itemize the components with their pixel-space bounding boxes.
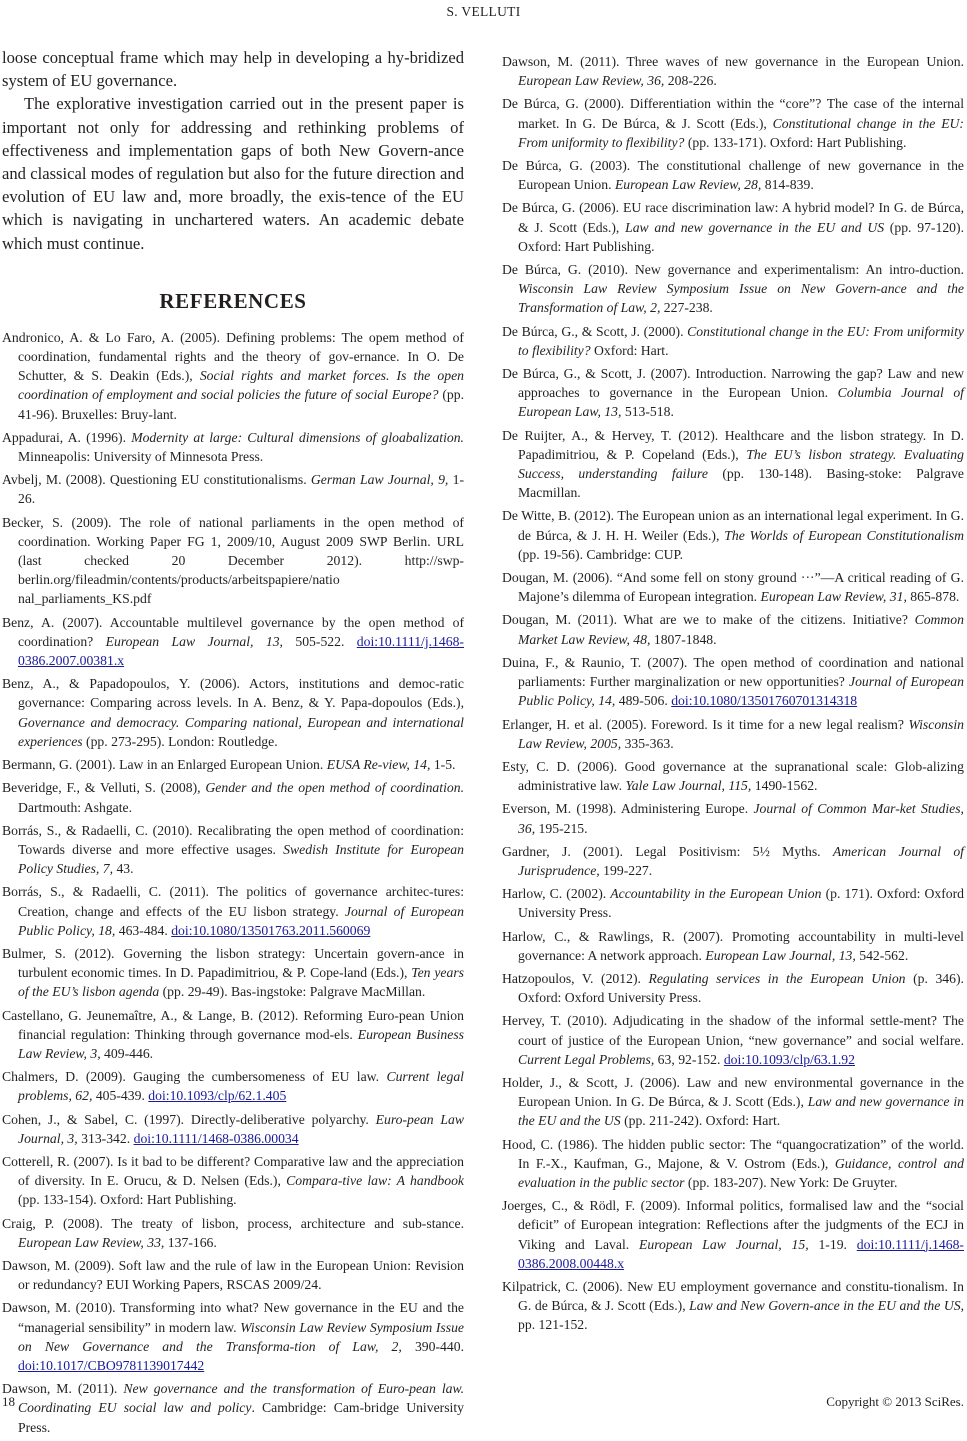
doi-link[interactable]: doi:10.1080/13501760701314318 (671, 693, 858, 709)
reference-entry (502, 1011, 964, 1069)
reference-text: Bermann, G. (2001). Law in an Enlarged European Union. (2, 757, 327, 773)
reference-text: Avbelj, M. (2008). Questioning EU constitutionalisms. (2, 472, 311, 488)
reference-italic-text: Modernity at large: Cultural dimensions of gloabalization. (131, 429, 464, 445)
reference-italic-text: New governance and the transformation of Euro-pean law. Coordinating EU social law and policy (18, 1381, 465, 1416)
reference-italic-text: European Law Review, 33, (18, 1234, 165, 1250)
reference-text: 63, 92-152. (654, 1051, 724, 1067)
reference-text: 335-363. (621, 735, 674, 751)
reference-italic-text: Yale Law Journal, 115, (625, 778, 752, 794)
reference-text: (pp. 211-242). Oxford: Hart. (620, 1113, 781, 1129)
references-heading: REFERENCES (159, 288, 307, 313)
reference-text: 489-506. (615, 693, 672, 709)
reference-entry (2, 755, 464, 774)
reference-text: 513-518. (621, 404, 674, 420)
reference-entry (502, 260, 964, 318)
reference-text: (pp. 273-295). London: Routledge. (82, 733, 278, 749)
reference-italic-text: Swedish Institute for European Policy Studies, 7, (18, 841, 464, 877)
reference-entry (502, 426, 964, 503)
right-column (502, 52, 964, 1339)
reference-text: De Búrca, G. (2006). EU race discrimination law: A hybrid model? In G. de Búrca, & J. Scott (Eds.), (502, 200, 964, 235)
reference-text: (pp. 29-49). Bas-ingstoke: Palgrave MacMillan. (159, 984, 426, 1000)
reference-text: Joerges, C., & Rödl, F. (2009). Informal politics, formalised law and the “social deficit” of European integration: Reflections after the judgments of the ECJ in Viking and Laval. (502, 1198, 964, 1252)
reference-entry (502, 94, 964, 152)
reference-entry (502, 927, 964, 965)
reference-entry (2, 328, 464, 424)
reference-text: Gardner, J. (2001). Legal Positivism: 5½ Myths. (502, 843, 833, 859)
reference-italic-text: American Journal of Jurisprudence, (518, 843, 964, 878)
reference-italic-text: Social rights and market forces. Is the open coordination of employment and social policies the future of social Europe? (18, 368, 464, 403)
doi-link[interactable]: doi:10.1017/CBO9781139017442 (18, 1357, 205, 1373)
reference-italic-text: Common Market Law Review, 48, (518, 612, 964, 647)
reference-italic-text: European Law Review, 36, (518, 73, 665, 89)
reference-entry (502, 322, 964, 360)
reference-entry (2, 778, 464, 816)
reference-entry (2, 1214, 464, 1252)
reference-text: De Búrca, G. (2010). New governance and experimentalism: An intro-duction. (502, 262, 964, 278)
reference-text: (p. 171). Oxford: Oxford University Press. (518, 886, 964, 921)
reference-text: De Búrca, G., & Scott, J. (2007). Introduction. Narrowing the gap? Law and new approaches to governance in the European Union. (502, 366, 964, 401)
body-paragraph: The explorative investigation carried out in the present paper is important not only for addressing and rethinking problems of effectiveness and implementation gaps of both New Govern-ance and classical modes of regulation but also for the future direction and evolution of EU law and, more broadly, the exis-tence of the EU which is navigating in unchartered waters. An academic debate which must continue. (2, 94, 464, 253)
reference-italic-text: The Worlds of European Constitutionalism (724, 527, 964, 543)
reference-entry (502, 198, 964, 256)
reference-italic-text: Constitutional change in the EU: From uniformity to flexibility? (518, 115, 964, 150)
reference-text: 814-839. (761, 177, 814, 193)
reference-text: Dawson, M. (2009). Soft law and the rule of law in the European Union: Revision or redundancy? EUI Working Papers, RSCAS 2009/24. (2, 1257, 464, 1293)
reference-text: Dougan, M. (2011). What are we to make of the citizens. Initiative? (502, 612, 915, 628)
reference-italic-text: Journal of Common Mar-ket Studies, 36, (518, 801, 964, 836)
reference-list-left (2, 328, 464, 1437)
reference-italic-text: Wisconsin Law Review Symposium Issue on New Govern-ance and the Transformation of Law, 2, (518, 281, 964, 316)
reference-entry (2, 428, 464, 466)
reference-text: Kilpatrick, C. (2006). New EU employment governance and constitu-tionalism. In G. de Búrca, & J. Scott (Eds.), (502, 1278, 964, 1314)
reference-text: 1-5. (430, 757, 456, 773)
reference-text: (pp. 133-154). Oxford: Hart Publishing. (18, 1192, 237, 1208)
reference-italic-text: Law and new governance in the EU and US (625, 219, 885, 235)
reference-entry (502, 52, 964, 90)
reference-entry (2, 674, 464, 751)
reference-entry (502, 610, 964, 648)
reference-italic-text: Journal of European Public Policy, 18, (18, 903, 464, 938)
reference-text: Chalmers, D. (2009). Gauging the cumbersomeness of EU law. (2, 1069, 387, 1085)
reference-italic-text: Regulating services in the European Union (648, 970, 906, 986)
reference-text: 405-439. (92, 1088, 149, 1104)
reference-text: 1-26. (18, 472, 464, 507)
reference-text: Everson, M. (1998). Administering Europe. (502, 801, 754, 817)
reference-entry (2, 944, 464, 1002)
reference-italic-text: European Law Journal, 13, (705, 947, 856, 963)
reference-text: Beveridge, F., & Velluti, S. (2008), (2, 780, 206, 796)
reference-italic-text: Compara-tive law: A handbook (286, 1173, 464, 1189)
reference-entry (2, 882, 464, 940)
reference-text: Cotterell, R. (2007). Is it bad to be different? Comparative law and the appreciation of diversity. In E. Orucu, & D. Nelsen (Eds.), (2, 1153, 464, 1189)
reference-text: De Ruijter, A., & Hervey, T. (2012). Healthcare and the lisbon strategy. In D. Papadimitriou, & P. Copeland (Eds.), (502, 427, 964, 462)
reference-entry (2, 1152, 464, 1210)
reference-text: Bulmer, S. (2012). Governing the lisbon strategy: Uncertain govern-ance in turbulent economic times. In D. Papadimitriou, & P. Cope-land (Eds.), (2, 945, 464, 981)
reference-italic-text: European Law Journal, 15, (639, 1236, 809, 1252)
reference-text: Benz, A. (2007). Accountable multilevel governance by the open method of coordination? (2, 614, 464, 649)
page-number: 18 (2, 1394, 15, 1409)
doi-link[interactable]: doi:10.1111/j.1468-0386.2007.00381.x (18, 633, 464, 669)
reference-text: . Cambridge: Cam-bridge University Press. (18, 1400, 464, 1435)
reference-text: Harlow, C., & Rawlings, R. (2007). Promoting accountability in multi-level governance: A network approach. (502, 928, 964, 963)
reference-text: Craig, P. (2008). The treaty of lisbon, process, architecture and sub-stance. (2, 1215, 464, 1231)
reference-entry (502, 884, 964, 922)
reference-entry (2, 1067, 464, 1105)
doi-link[interactable]: doi:10.1093/clp/63.1.92 (723, 1051, 855, 1067)
reference-text: Borrás, S., & Radaelli, C. (2010). Recalibrating the open method of coordination: Towards diverse and more effective usages. (2, 822, 464, 857)
reference-italic-text: The EU’s lisbon strategy. Evaluating Success, understanding failure (518, 446, 964, 482)
copyright-notice: Copyright © 2013 SciRes. (826, 1394, 964, 1409)
reference-text: Becker, S. (2009). The role of national parliaments in the open method of coordination. Working Paper FG 1, 2009/10, August 2009 SWP Berlin. URL (last checked 20 December 2012). http://swp-berlin.org/fileadmin/contents/products/arbeitspapiere/natio nal_parliaments_KS.pdf (2, 514, 464, 607)
reference-entry (2, 513, 464, 609)
reference-text: 505-522. (282, 633, 357, 649)
reference-entry (502, 969, 964, 1007)
reference-text: Hervey, T. (2010). Adjudicating in the shadow of the informal settle-ment? The court of justice of the European Union, “new governance” and social welfare. (502, 1013, 964, 1048)
reference-entry (2, 470, 464, 508)
reference-text: Dawson, M. (2011). (2, 1381, 124, 1397)
reference-entry (502, 364, 964, 422)
reference-text: Esty, C. D. (2006). Good governance at the supranational scale: Glob-alizing administrative law. (502, 758, 964, 794)
reference-entry (2, 1006, 464, 1064)
reference-italic-text: Guidance, control and evaluation in the public sector (518, 1155, 964, 1190)
reference-italic-text: Current Legal Problems, (518, 1051, 655, 1067)
reference-text: Dartmouth: Ashgate. (18, 799, 133, 815)
reference-entry (502, 1277, 964, 1335)
reference-italic-text: Constitutional change in the EU: From uniformity to flexibility? (518, 323, 964, 358)
reference-text: 227-238. (660, 300, 713, 316)
reference-text: 1807-1848. (650, 631, 717, 647)
reference-text: , pp. 121-152. (518, 1298, 964, 1333)
reference-italic-text: Law and New Govern-ance in the EU and the US (689, 1298, 961, 1314)
reference-italic-text: Wisconsin Law Review Symposium Issue on New Governance and the Transforma-tion of Law, 2, (18, 1319, 464, 1354)
reference-text: Holder, J., & Scott, J. (2006). Law and new environmental governance in the European Union. In G. De Búrca, & J. Scott (Eds.), (502, 1074, 964, 1110)
reference-entry (502, 1196, 964, 1273)
reference-text: Dawson, M. (2011). Three waves of new governance in the European Union. (502, 54, 964, 69)
reference-text: Harlow, C. (2002). (502, 886, 611, 902)
reference-entry (502, 568, 964, 606)
reference-text: 390-440. (401, 1338, 464, 1354)
reference-text: De Witte, B. (2012). The European union as an international legal experiment. In G. de Búrca, & J. H. H. Weiler (Eds.), (502, 508, 964, 543)
reference-text: Hatzopoulos, V. (2012). (502, 970, 649, 986)
reference-italic-text: European Law Journal, 13, (105, 633, 283, 649)
reference-entry (502, 799, 964, 837)
doi-link[interactable]: doi:10.1093/clp/62.1.405 (148, 1088, 287, 1104)
left-column (2, 46, 464, 1441)
running-head: S. VELLUTI (446, 4, 521, 19)
reference-italic-text: EUSA Re-view, 14, (326, 757, 431, 773)
reference-italic-text: German Law Journal, 9, (310, 472, 449, 488)
reference-italic-text: Ten years of the EU’s lisbon agenda (18, 965, 464, 1000)
reference-italic-text: European Law Review, 28, (614, 177, 762, 193)
reference-text: 1-19. (808, 1236, 857, 1252)
reference-text: Minneapolis: University of Minnesota Press. (18, 449, 264, 465)
reference-italic-text: Current legal problems, 62, (18, 1069, 464, 1104)
reference-entry (2, 1379, 464, 1437)
reference-italic-text: European Business Law Review, 3, (18, 1026, 464, 1061)
reference-text: 313-342. (77, 1130, 134, 1146)
reference-entry (502, 757, 964, 795)
reference-text: 199-227. (599, 862, 653, 878)
reference-text: 542-562. (855, 947, 909, 963)
reference-text: De Búrca, G., & Scott, J. (2000). (502, 323, 688, 339)
reference-italic-text: Euro-pean Law Journal, 3, (18, 1111, 464, 1146)
reference-text: Erlanger, H. et al. (2005). Foreword. Is it time for a new legal realism? (502, 716, 909, 732)
reference-text: 195-215. (535, 820, 588, 836)
reference-italic-text: Governance and democracy. Comparing national, European and international experiences (18, 714, 464, 749)
reference-entry (2, 1110, 464, 1148)
reference-text: 409-446. (100, 1045, 154, 1061)
reference-text: (pp. 130-148). Basing-stoke: Palgrave Macmillan. (518, 466, 965, 501)
reference-text: Dougan, M. (2006). “And some fell on stony ground ···”—A critical reading of G. Majone’s dilemma of European integration. (502, 570, 964, 605)
reference-entry (502, 1135, 964, 1193)
reference-text: (pp. 41-96). Bruxelles: Bruy-lant. (18, 387, 464, 422)
doi-link[interactable]: doi:10.1111/j.1468-0386.2008.00448.x (518, 1236, 964, 1271)
reference-text: Cohen, J., & Sabel, C. (1997). Directly-deliberative polyarchy. (2, 1111, 376, 1127)
reference-text: Castellano, G. Jeunemaître, A., & Lange, B. (2012). Reforming Euro-pean Union financial regulation: Thinking through governance mod-els. (2, 1007, 464, 1042)
reference-text: 463-484. (115, 922, 172, 938)
reference-italic-text: Columbia Journal of European Law, 13, (518, 385, 964, 420)
reference-text: 1490-1562. (751, 778, 818, 794)
reference-text: 137-166. (164, 1234, 217, 1250)
reference-italic-text: Accountability in the European Union (610, 886, 822, 902)
reference-text: 208-226. (664, 73, 717, 89)
reference-text: (pp. 183-207). New York: De Gruyter. (684, 1174, 898, 1190)
reference-text: Benz, A., & Papadopoulos, Y. (2006). Actors, institutions and democ-ratic governance: Comparing across levels. In A. Benz, & Y. Papa-dopoulos (Eds.), (2, 676, 464, 711)
reference-text: Hood, C. (1986). The hidden public sector: The “quangocratization” of the world. In F.-X., Kaufman, G., Majone, & V. Ostrom (Eds.), (502, 1136, 964, 1171)
body-paragraph: loose conceptual frame which may help in developing a hy-bridized system of EU governance. (2, 48, 464, 91)
reference-italic-text: Law and new governance in the EU and the US (518, 1094, 964, 1129)
reference-text: Dawson, M. (2010). Transforming into what? New governance in the EU and the “managerial sensibility” in modern law. (2, 1300, 464, 1335)
reference-italic-text: European Law Review, 31, (760, 589, 907, 605)
reference-list-right (502, 52, 964, 1335)
doi-link[interactable]: doi:10.1080/13501763.2011.560069 (171, 922, 371, 938)
reference-text: De Búrca, G. (2003). The constitutional challenge of new governance in the European Union. (502, 158, 964, 193)
reference-text: Andronico, A. & Lo Faro, A. (2005). Defining problems: The opem method of coordination, fundamental rights and the theory of gov-ernance. In O. De Schutter, & S. Deakin (Eds.), (2, 329, 464, 384)
reference-italic-text: Journal of European Public Policy, 14, (518, 674, 964, 709)
reference-text: Oxford: Hart. (590, 342, 669, 358)
reference-entry (502, 1073, 964, 1131)
reference-entry (2, 613, 464, 671)
reference-text: De Búrca, G. (2000). Differentiation within the “core”? The case of the internal market. In G. De Búrca, & J. Scott (Eds.), (502, 96, 964, 131)
reference-text: 43. (113, 861, 134, 877)
reference-text: (pp. 19-56). Cambridge: CUP. (518, 546, 683, 562)
reference-entry (502, 842, 964, 880)
reference-text: Duina, F., & Raunio, T. (2007). The open method of coordination and national parliaments: Further marginalization or new opportunities? (502, 654, 964, 690)
reference-entry (502, 715, 964, 753)
reference-entry (502, 156, 964, 194)
reference-text: 865-878. (906, 589, 960, 605)
reference-italic-text: Gender and the open method of coordination. (205, 780, 464, 796)
reference-entry (502, 506, 964, 564)
reference-text: Borrás, S., & Radaelli, C. (2011). The politics of governance architec-tures: Creation, change and effects of the EU lisbon strategy. (2, 884, 464, 919)
reference-entry (502, 653, 964, 711)
reference-text: (pp. 133-171). Oxford: Hart Publishing. (684, 134, 907, 150)
reference-text: (p. 346). Oxford: Oxford University Press. (518, 970, 964, 1006)
reference-text: Appadurai, A. (1996). (2, 429, 132, 445)
reference-entry (2, 1298, 464, 1375)
doi-link[interactable]: doi:10.1111/1468-0386.00034 (133, 1130, 299, 1146)
reference-italic-text: Wisconsin Law Review, 2005, (518, 716, 964, 751)
reference-entry (2, 821, 464, 879)
reference-entry (2, 1256, 464, 1294)
reference-text: (pp. 97-120). Oxford: Hart Publishing. (518, 219, 964, 254)
